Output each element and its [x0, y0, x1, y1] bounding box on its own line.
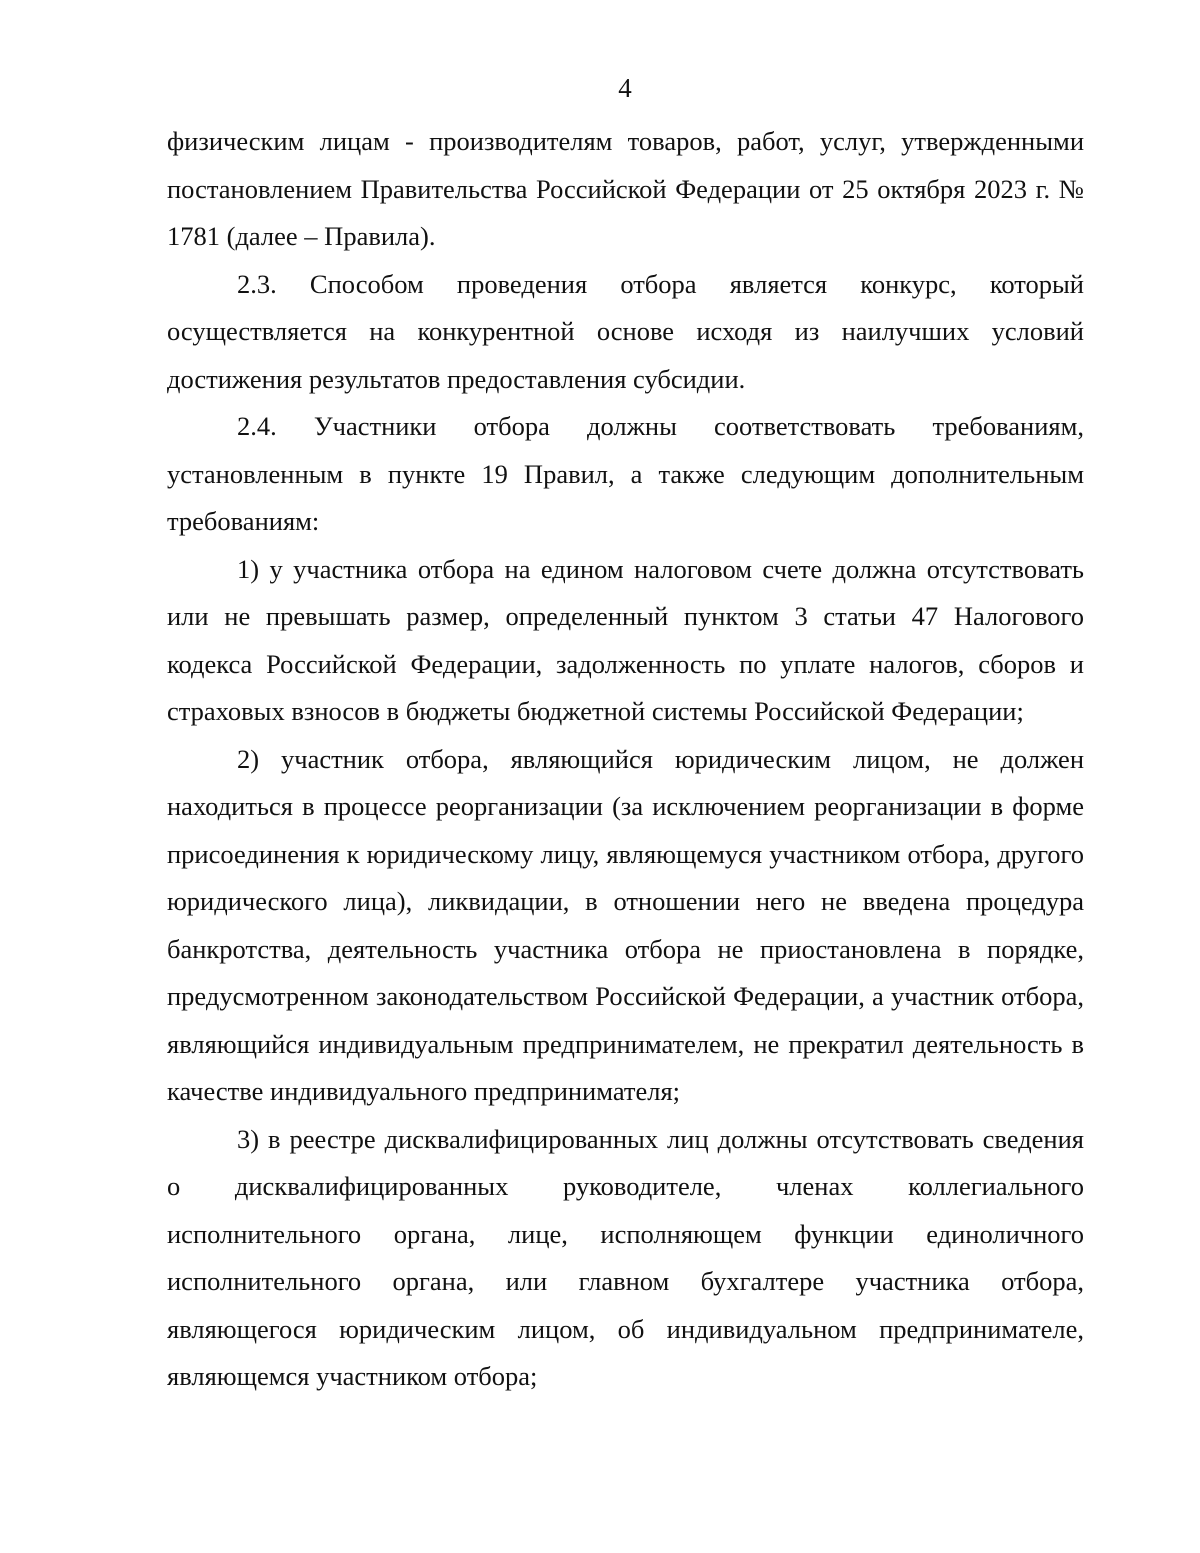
document-body	[167, 118, 1084, 1401]
paragraph-2-3: 2.3. Способом проведения отбора является конкурс, который осуществляется на конкурентной основе исходя из наилучших условий достижения результатов предоставления субсидии.	[167, 268, 1084, 394]
list-item-2: 2) участник отбора, являющийся юридическим лицом, не должен находиться в процессе реорганизации (за исключением реорганизации в форме присоединения к юридическому лицу, являющемуся участником отбора, другого юридического лица), ликвидации, в отношении него не введена процедура банкротства, деятельность участника отбора не приостановлена в порядке, предусмотренном законодательством Российской Федерации, а участник отбора, являющийся индивидуальным предпринимателем, не прекратил деятельность в качестве индивидуального предпринимателя;	[167, 743, 1084, 1106]
paragraph-continuation: физическим лицам - производителям товаров, работ, услуг, утвержденными постановлением Правительства Российской Федерации от 25 октября 2023 г. № 1781 (далее – Правила).	[167, 126, 1084, 251]
list-item-3: 3) в реестре дисквалифицированных лиц должны отсутствовать сведения о дисквалифицированных руководителе, членах коллегиального исполнительного органа, лице, исполняющем функции единоличного исполнительного органа, или главном бухгалтере участника отбора, являющегося юридическим лицом, об индивидуальном предпринимателе, являющемся участником отбора;	[167, 1123, 1084, 1391]
list-item-1: 1) у участника отбора на едином налоговом счете должна отсутствовать или не превышать размер, определенный пунктом 3 статьи 47 Налогового кодекса Российской Федерации, задолженность по уплате налогов, сборов и страховых взносов в бюджеты бюджетной системы Российской Федерации;	[167, 553, 1084, 726]
page-number: 4	[618, 73, 632, 103]
paragraph-2-4: 2.4. Участники отбора должны соответствовать требованиям, установленным в пункте 19 Правил, а также следующим дополнительным требованиям:	[167, 411, 1084, 536]
